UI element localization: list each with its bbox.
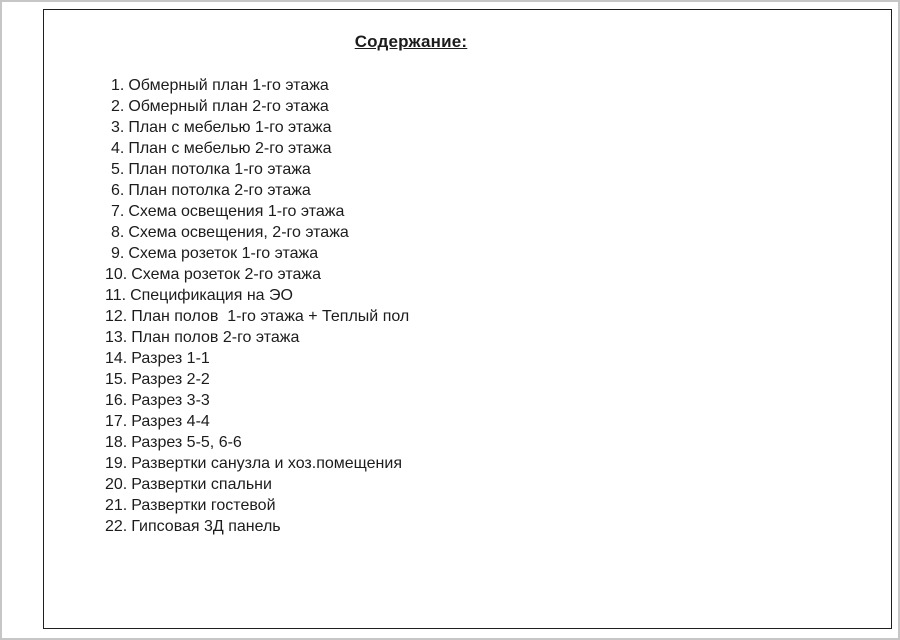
toc-item <box>105 96 409 117</box>
toc-item-label: Обмерный план 2-го этажа <box>128 98 329 115</box>
toc-item <box>105 474 409 495</box>
toc-item-label: Схема розеток 1-го этажа <box>128 245 319 262</box>
toc-item-number: 21. <box>105 497 128 514</box>
toc-item-number: 7. <box>111 203 125 220</box>
toc-item-label: Обмерный план 1-го этажа <box>128 77 329 94</box>
toc-item-number: 8. <box>111 224 125 241</box>
toc-item-number: 1. <box>111 77 125 94</box>
toc-item-number: 10. <box>105 266 128 283</box>
toc-item <box>105 453 409 474</box>
toc-item <box>105 264 409 285</box>
toc-item <box>105 516 409 537</box>
toc-item <box>105 117 409 138</box>
toc-item <box>105 180 409 201</box>
toc-item <box>105 285 409 306</box>
toc-item-number: 19. <box>105 455 128 472</box>
toc-item-number: 9. <box>111 245 125 262</box>
toc-item <box>105 495 409 516</box>
toc-item-number: 12. <box>105 308 128 325</box>
toc-list <box>105 75 409 537</box>
toc-item-label: Схема освещения 1-го этажа <box>128 203 345 220</box>
toc-item-label: План с мебелью 1-го этажа <box>128 119 332 136</box>
toc-item-number: 2. <box>111 98 125 115</box>
toc-item-label: План потолка 2-го этажа <box>128 182 311 199</box>
toc-item-label: План с мебелью 2-го этажа <box>128 140 332 157</box>
toc-item <box>105 348 409 369</box>
toc-item-number: 13. <box>105 329 128 346</box>
toc-item <box>105 138 409 159</box>
toc-item <box>105 432 409 453</box>
toc-item-number: 18. <box>105 434 128 451</box>
toc-item-label: План полов 2-го этажа <box>131 329 300 346</box>
toc-item-label: Разрез 5-5, 6-6 <box>131 434 242 451</box>
toc-item-label: Развертки гостевой <box>131 497 276 514</box>
toc-item-label: Схема освещения, 2-го этажа <box>128 224 349 241</box>
toc-item-label: Разрез 3-3 <box>131 392 210 409</box>
toc-item <box>105 159 409 180</box>
toc-item-number: 5. <box>111 161 125 178</box>
toc-item <box>105 369 409 390</box>
toc-item-number: 17. <box>105 413 128 430</box>
toc-item-label: Развертки спальни <box>131 476 272 493</box>
toc-item <box>105 327 409 348</box>
toc-item-number: 20. <box>105 476 128 493</box>
toc-item-number: 14. <box>105 350 128 367</box>
toc-item <box>105 201 409 222</box>
toc-item <box>105 243 409 264</box>
toc-item-number: 15. <box>105 371 128 388</box>
toc-item-label: Схема розеток 2-го этажа <box>131 266 322 283</box>
toc-item-number: 6. <box>111 182 125 199</box>
toc-item-number: 3. <box>111 119 125 136</box>
toc-item-label: Гипсовая 3Д панель <box>131 518 281 535</box>
toc-item <box>105 75 409 96</box>
toc-item-number: 22. <box>105 518 128 535</box>
toc-item <box>105 222 409 243</box>
toc-item-label: Разрез 2-2 <box>131 371 210 388</box>
toc-item <box>105 411 409 432</box>
toc-item-label: Разрез 1-1 <box>131 350 210 367</box>
page-title: Содержание: <box>354 32 468 51</box>
toc-item-label: План полов 1-го этажа + Теплый пол <box>131 308 410 325</box>
toc-item-label: Разрез 4-4 <box>131 413 210 430</box>
toc-item-label: План потолка 1-го этажа <box>128 161 311 178</box>
toc-item-number: 16. <box>105 392 128 409</box>
toc-item-number: 11. <box>105 287 127 304</box>
toc-item-label: Развертки санузла и хоз.помещения <box>131 455 402 472</box>
toc-item <box>105 306 409 327</box>
toc-item <box>105 390 409 411</box>
toc-item-label: Спецификация на ЭО <box>130 287 293 304</box>
toc-item-number: 4. <box>111 140 125 157</box>
